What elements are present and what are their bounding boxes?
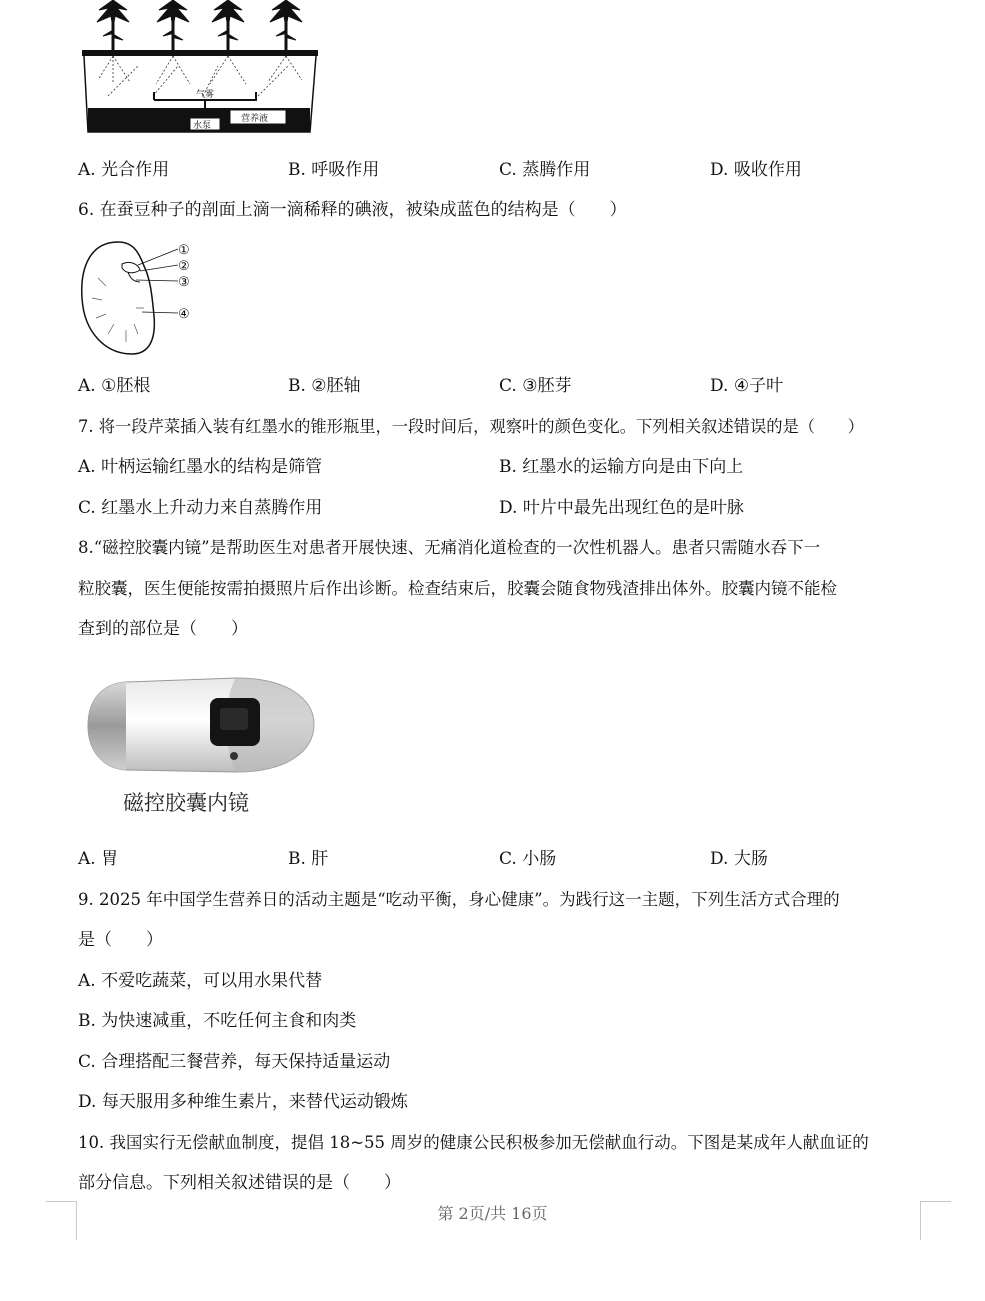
q7-option-b[interactable]: B. 红墨水的运输方向是由下向上	[499, 457, 744, 477]
capsule-endoscope-image	[86, 668, 316, 778]
q7-option-a[interactable]: A. 叶柄运输红墨水的结构是筛管	[78, 457, 323, 477]
q5-option-d[interactable]: D. 吸收作用	[710, 160, 802, 180]
seed-label-2: ②	[178, 259, 190, 274]
solution-label: 营养液	[241, 114, 269, 124]
q8-stem-line1: 8.“磁控胶囊内镜”是帮助医生对患者开展快速、无痛消化道检查的一次性机器人。患者只需随水吞下一	[78, 538, 821, 557]
q5-option-c[interactable]: C. 蒸腾作用	[499, 160, 591, 180]
q8-option-c[interactable]: C. 小肠	[499, 849, 557, 869]
seed-label-1: ①	[178, 243, 190, 258]
q9-option-c[interactable]: C. 合理搭配三餐营养，每天保持适量运动	[78, 1052, 391, 1072]
q8-option-a[interactable]: A. 胃	[78, 849, 119, 869]
pump-label: 水泵	[193, 121, 212, 131]
capsule-caption: 磁控胶囊内镜	[123, 791, 249, 815]
spray-label: 气雾	[196, 90, 215, 100]
q10-stem-line1: 10. 我国实行无偿献血制度，提倡 18~55 周岁的健康公民积极参加无偿献血行动。下图是某成年人献血证的	[78, 1133, 869, 1152]
q9-option-b[interactable]: B. 为快速减重，不吃任何主食和肉类	[78, 1011, 357, 1031]
q7-option-c[interactable]: C. 红墨水上升动力来自蒸腾作用	[78, 498, 323, 518]
q7-stem: 7. 将一段芹菜插入装有红墨水的锥形瓶里，一段时间后，观察叶的颜色变化。下列相关叙述错误的是（ ）	[78, 417, 864, 436]
q6-stem: 6. 在蚕豆种子的剖面上滴一滴稀释的碘液，被染成蓝色的结构是（ ）	[78, 200, 627, 220]
q9-option-a[interactable]: A. 不爱吃蔬菜，可以用水果代替	[78, 971, 323, 991]
q5-option-a[interactable]: A. 光合作用	[78, 160, 170, 180]
q8-stem-line3: 查到的部位是（ ）	[78, 619, 248, 639]
page-footer: 第 2页/共 16页	[437, 1204, 548, 1223]
q7-option-d[interactable]: D. 叶片中最先出现红色的是叶脉	[499, 498, 744, 518]
q6-option-d[interactable]: D. ④子叶	[710, 376, 784, 396]
q8-option-d[interactable]: D. 大肠	[710, 849, 768, 869]
seed-svg	[78, 238, 203, 358]
aeroponics-svg	[78, 0, 323, 140]
q6-option-a[interactable]: A. ①胚根	[78, 376, 151, 396]
q5-option-b[interactable]: B. 呼吸作用	[288, 160, 380, 180]
q8-stem-line2: 粒胶囊，医生便能按需拍摄照片后作出诊断。检查结束后，胶囊会随食物残渣排出体外。胶囊内镜不能检	[78, 579, 837, 598]
q6-option-b[interactable]: B. ②胚轴	[288, 376, 361, 396]
seed-label-4: ④	[178, 307, 190, 322]
q9-option-d[interactable]: D. 每天服用多种维生素片，来替代运动锻炼	[78, 1092, 408, 1112]
q8-option-b[interactable]: B. 肝	[288, 849, 329, 869]
q9-stem-line1: 9. 2025 年中国学生营养日的活动主题是“吃动平衡，身心健康”。为践行这一主题，下列生活方式合理的	[78, 890, 840, 909]
q10-stem-line2: 部分信息。下列相关叙述错误的是（ ）	[78, 1173, 401, 1193]
q9-stem-line2: 是（ ）	[78, 930, 163, 950]
seed-label-3: ③	[178, 275, 190, 290]
q6-option-c[interactable]: C. ③胚芽	[499, 376, 572, 396]
aeroponics-diagram	[78, 0, 323, 140]
broad-bean-seed-diagram	[78, 238, 203, 358]
capsule-svg	[86, 668, 316, 778]
